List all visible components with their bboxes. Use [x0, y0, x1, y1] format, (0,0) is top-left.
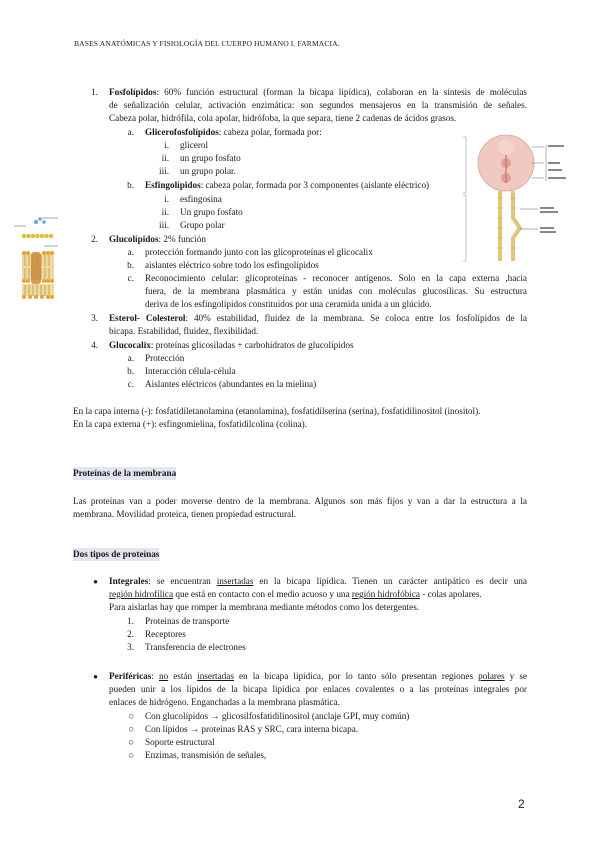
roman-marker: iii.	[159, 166, 169, 176]
list-item: Receptores	[145, 629, 186, 639]
sub-marker: b.	[127, 180, 134, 190]
list-item: Interacción célula-célula	[145, 366, 236, 376]
list-item: esfingosina	[180, 194, 222, 204]
list-item: Con glucolípidos → glicosilfosfatidilinositol (anclaje GPI, muy común)	[145, 711, 410, 721]
list-item: aislantes eléctrico sobre todo los esfingolípidos	[145, 260, 319, 270]
list-marker: 3.	[127, 642, 134, 652]
sub-marker: b.	[127, 260, 134, 270]
glucolipidos-item	[109, 233, 206, 246]
phospholipid-structure-figure	[460, 133, 580, 263]
underlined-text: insertadas	[197, 671, 234, 681]
list-item: Un grupo fosfato	[180, 207, 243, 217]
list-item: un grupo fosfato	[180, 153, 241, 163]
list-item: Reconocimiento celular: glicoproteínas - reconocer antígenos. Solo en la capa externa ,hacia	[145, 273, 527, 283]
term-glucolipidos: Glucolípidos	[109, 234, 159, 244]
item-text: : 40% estabilidad, fluidez de la membrana. Se coloca entre los fosfolípidos de la	[185, 313, 527, 323]
term-esfingolipidos: Esfingolípidos	[145, 180, 201, 190]
sub-marker: c.	[127, 379, 134, 389]
list-item: protección formando junto con las glicoproteínas el glicocalix	[145, 247, 373, 257]
sub-marker: c.	[127, 273, 134, 283]
paragraph-line: membrana. Movilidad proteica, tienen propiedad estructural.	[73, 509, 296, 519]
underlined-text: insertadas	[216, 576, 254, 586]
item-text: están	[168, 671, 198, 681]
item-text: : 60% función estructural (forman la bicapa lipídica), colaboran en la síntesis de moléculas	[156, 87, 527, 97]
esfingolipidos-item	[145, 179, 429, 192]
paragraph-line: Las proteínas van a poder moverse dentro de la membrana. Algunos son más fijos y van a dar la estructura a la	[73, 496, 527, 506]
list-item: glicerol	[180, 140, 209, 150]
list-marker: 1.	[91, 87, 98, 97]
fosfolipidos-item	[109, 86, 527, 99]
list-marker: 4.	[91, 340, 98, 350]
list-item: Transferencia de electrones	[145, 642, 246, 652]
page-number: 2	[518, 797, 525, 811]
list-item: Protección	[145, 353, 185, 363]
text-line: enlaces de hidrógeno. Enganchadas a la membrana plasmática.	[109, 697, 340, 707]
term-fosfolipidos: Fosfolípidos	[109, 87, 157, 97]
list-item: Con lípidos → proteínas RAS y SRC, cara interna bicapa.	[145, 724, 359, 734]
roman-marker: ii.	[161, 153, 169, 163]
text-line: Cabeza polar, hidrófila, cola apolar, hidrófoba, la que separa, tiene 2 cadenas de ácidos grasos.	[109, 113, 457, 123]
text-line: Para aislarlas hay que romper la membrana mediante métodos como los detergentes.	[109, 602, 420, 612]
glucocalix-item	[109, 339, 354, 352]
perifericas-item	[109, 670, 527, 683]
item-text: - colas apolares.	[420, 589, 482, 599]
underlined-text: no	[158, 671, 169, 681]
text-line: fuera, de la membrana plasmática y están unidas con moléculas glucosílicas. Su estructura	[145, 286, 527, 296]
term-esterol: Esterol- Colesterol	[109, 313, 186, 323]
item-text: y se	[504, 671, 527, 681]
list-item: Proteínas de transporte	[145, 616, 230, 626]
roman-marker: ii.	[161, 207, 169, 217]
section-title-proteinas: Proteínas de la membrana	[73, 468, 177, 478]
text-line: de señalización celular, activación enzimática: son segundos mensajeros en la transmisión de señales.	[109, 100, 527, 110]
esterol-item	[109, 312, 527, 325]
text-line: bicapa. Estabilidad, fluidez, flexibilidad.	[109, 326, 259, 336]
item-text: : 2% función	[158, 234, 206, 244]
list-item: un grupo polar.	[180, 166, 236, 176]
underlined-text: polares	[478, 671, 505, 681]
lipid-bilayer-figure	[14, 210, 58, 302]
item-text: en la bicapa lipídica, por lo tanto sólo presentan regiones	[233, 671, 479, 681]
item-text: : se encuentran	[148, 576, 217, 586]
roman-marker: i.	[164, 194, 169, 204]
integrales-item	[109, 575, 527, 588]
underlined-text: región hidrofóbica	[351, 589, 421, 599]
bullet-icon: ●	[93, 672, 98, 681]
lipid-bilayer-illustration	[14, 210, 58, 302]
glicerofosfolipidos-item	[145, 126, 322, 139]
circle-bullet-icon: ○	[128, 724, 134, 734]
item-text: :	[151, 671, 159, 681]
term-glicerofosfolipidos: Glicerofosfolípidos	[145, 127, 219, 137]
roman-marker: i.	[164, 140, 169, 150]
text-line: pueden unir a los lípidos de la bicapa lipídica por enlaces covalentes o a las proteínas integrales por	[109, 684, 527, 694]
list-marker: 3.	[91, 313, 98, 323]
sub-marker: b.	[127, 366, 134, 376]
term-glucocalix: Glucocalix	[109, 340, 151, 350]
circle-bullet-icon: ○	[128, 711, 134, 721]
circle-bullet-icon: ○	[128, 750, 134, 760]
text-line	[109, 588, 482, 601]
text-line: deriva de los esfingolípidos constituidos por una ceramida unida a un glúcido.	[145, 299, 432, 309]
item-text: en la bicapa lipídica. Tienen un carácter antipático es decir una	[253, 576, 527, 586]
term-perifericas: Periféricas	[109, 671, 152, 681]
item-text: : cabeza polar, formada por 3 componentes (aislante eléctrico)	[200, 180, 430, 190]
list-marker: 1.	[127, 616, 134, 626]
list-marker: 2.	[91, 234, 98, 244]
item-text: que está en contacto con el medio acuoso y una	[173, 589, 352, 599]
list-item: Grupo polar	[180, 220, 225, 230]
roman-marker: iii.	[159, 220, 169, 230]
capa-externa-text: En la capa externa (+): esfingomielina, fosfatidilcolina (colina).	[73, 419, 308, 429]
list-item: Enzimas, transmisión de señales,	[145, 750, 267, 760]
item-text: : cabeza polar, formada por:	[218, 127, 322, 137]
bullet-icon: ●	[93, 577, 98, 586]
underlined-text: región hidrofílica	[109, 589, 174, 599]
phospholipid-illustration	[460, 133, 580, 263]
sub-marker: a.	[127, 353, 134, 363]
circle-bullet-icon: ○	[128, 737, 134, 747]
page-header: BASES ANATÓMICAS Y FISIOLOGÍA DEL CUERPO HUMANO I. FARMACIA.	[74, 39, 340, 48]
term-integrales: Integrales	[109, 576, 149, 586]
item-text: : proteínas glicosiladas + carbohidratos de glucolípidos	[150, 340, 354, 350]
list-marker: 2.	[127, 629, 134, 639]
list-item: Soporte estructural	[145, 737, 215, 747]
section-title-tipos: Dos tipos de proteínas	[73, 549, 160, 559]
sub-marker: a.	[127, 127, 134, 137]
list-item: Aislantes eléctricos (abundantes en la mielina)	[145, 379, 317, 389]
sub-marker: a.	[127, 247, 134, 257]
capa-interna-text: En la capa interna (-): fosfatidiletanolamina (etanolamina), fosfatidilserina (serina), fosfatidilinositol (inositol).	[73, 406, 481, 416]
